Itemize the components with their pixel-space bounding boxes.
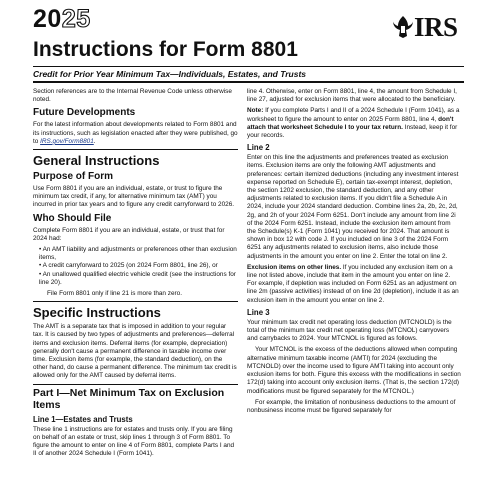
line3-heading: Line 3 xyxy=(247,307,270,317)
who-should-file-list xyxy=(33,246,238,287)
other-lines-text: Exclusion items on other lines. If you included any exclusion item on a line not listed above, include that item in the amount you enter on line 2. For example, if depletion was included on Form 6251 as an adjustment on line 2m (passive activities) instead of on line 2d (depletion), include it as an exclusion item in the amount you enter on line 2. xyxy=(247,263,459,304)
list-item: • An AMT liability and adjustments or preferences other than exclusion items, xyxy=(39,246,238,262)
list-item: • An unallowed qualified electric vehicle credit (see the instructions for line 20). xyxy=(39,271,238,287)
irs-logo xyxy=(392,12,458,42)
line3-paragraph-2: Your MTCNOL is the excess of the deductions allowed when computing alternative minimum taxable income (AMTI) for 2024 (excluding the MTCNOLD) over the income used to figure AMTI taking into account only exclusion items for both. Figure this excess with the modifications in section 172(d) taking into account only exclusion items. (That is, the section 172(d) modifications must be figured separately for the MTCNOL.) xyxy=(247,346,461,395)
line2-heading: Line 2 xyxy=(247,143,270,153)
line3-paragraph-1: Your minimum tax credit net operating loss deduction (MTCNOLD) is the total of the minimum tax credit net operating loss (MTCNOL) carryovers and carrybacks to 2024. Your MTCNOL is figured as follows. xyxy=(247,318,452,343)
who-should-file-heading: Who Should File xyxy=(33,212,112,224)
line1-heading: Line 1—Estates and Trusts xyxy=(33,414,133,424)
line1-text: These line 1 instructions are for estates and trusts only. If you are filing on behalf of an estate or trust, skip lines 1 through 3 of Form 8801. To figure the amount to enter on line 4 of Form 8801, complete Parts I and II of another 2024 Schedule I (Form 1041). xyxy=(33,425,235,458)
purpose-text: Use Form 8801 if you are an individual, estate, or trust to figure the minimum tax credit, if any, for alternative minimum tax (AMT) you incurred in prior tax years and to figure any credit carryforward to 2026. xyxy=(33,185,235,209)
page-title: Instructions for Form 8801 xyxy=(33,38,298,61)
list-item: • A credit carryforward to 2025 (on 2024 Form 8801, line 26), or xyxy=(39,262,238,270)
who-should-file-text: Complete Form 8801 if you are an individual, estate, or trust that for 2024 had: xyxy=(33,226,225,242)
subtitle-divider xyxy=(33,81,464,83)
file-note: File Form 8801 only if line 21 is more than zero. xyxy=(47,290,182,298)
future-developments-link[interactable]: IRS.gov/Form8801 xyxy=(40,137,94,145)
future-developments-heading: Future Developments xyxy=(33,107,136,119)
form-year: 2025 xyxy=(33,5,91,33)
continued-text: line 4. Otherwise, enter on Form 8801, line 4, the amount from Schedule I, line 27, adjusted for exclusion items that were allocated to the beneficiary. xyxy=(247,88,457,104)
intro-text: Section references are to the Internal Revenue Code unless otherwise noted. xyxy=(33,88,232,104)
line2-text: Enter on this line the adjustments and preferences treated as exclusion items. Exclusion items are only the following AMT adjustments and preferences: certain itemized deductions (including any investment interest expense reported on Schedule E), certain tax-exempt interest, depletion, the section 1202 exclusion, the standard deduction, and any other adjustments related to exclusion items. If you didn't file a Schedule A in 2024, include your 2024 standard deduction. Combine lines 2a, 2b, 2c, 2d, 2g, and 2h of your 2024 Form 6251. Don't include any amount from line 2i of the 2024 Form 6251. Instead, include the exclusion item amount from the Schedule(s) K-1 (Form 1041) you received for 2024. That amount is shown in box 12 with code J. If you included on line 3 of the 2024 Form 6251 any adjustments related to exclusion items, also include those adjustments in the amount you enter on line 2. Enter the total on line 2. xyxy=(247,154,459,260)
right-column xyxy=(247,88,461,418)
irs-logo-text: IRS xyxy=(414,12,458,42)
page-subtitle: Credit for Prior Year Minimum Tax—Individuals, Estates, and Trusts xyxy=(33,69,307,79)
part1-heading: Part I—Net Minimum Tax on Exclusion Items xyxy=(33,384,238,412)
irs-eagle-icon xyxy=(392,14,414,40)
purpose-heading: Purpose of Form xyxy=(33,171,114,183)
left-column xyxy=(33,88,238,461)
specific-instructions-heading: Specific Instructions xyxy=(33,301,238,320)
future-developments-text: For the latest information about developments related to Form 8801 and its instructions, such as legislation enacted after they were published, go to IRS.gov/Form8801. xyxy=(33,121,238,145)
specific-instructions-text: The AMT is a separate tax that is imposed in addition to your regular tax. It is caused by two types of adjustments and preferences—deferral items and exclusion items. Deferral items (for example, depreciation) generally don't cause a permanent difference in taxable income over time. Exclusion items (for example, the standard deduction), on the other hand, do cause a permanent difference. The minimum tax credit is allowed only for the AMT caused by deferral items. xyxy=(33,323,237,380)
title-divider xyxy=(33,66,464,67)
worksheet-note: Note: If you complete Parts I and II of a 2024 Schedule I (Form 1041), as a worksheet to figure the amount to enter on 2025 Form 8801, line 4, don't attach that worksheet Schedule I to your tax return. Instead, keep it for your records. xyxy=(247,107,460,140)
general-instructions-heading: General Instructions xyxy=(33,149,238,168)
line3-paragraph-3: For example, the limitation of nonbusiness deductions to the amount of nonbusiness income must be figured separately for xyxy=(247,398,456,414)
